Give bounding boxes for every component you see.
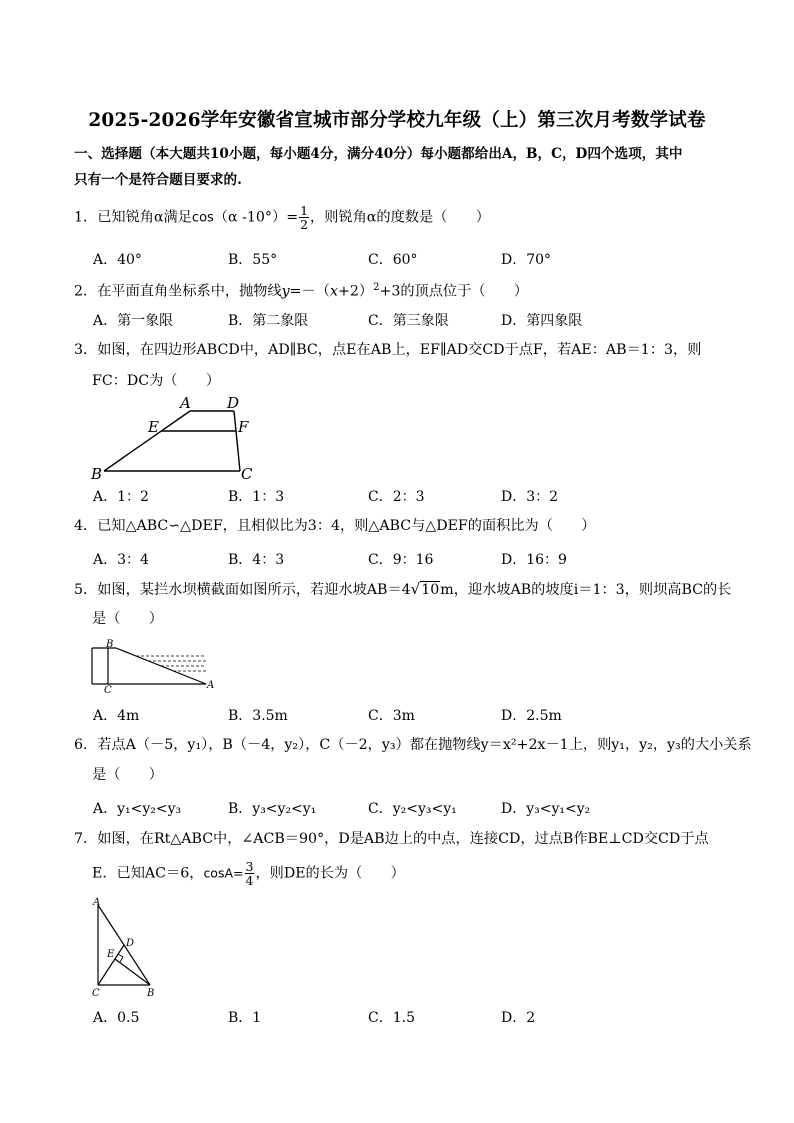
- q2-mid: =－（: [289, 283, 330, 300]
- q3-figure-trapezoid: [88, 393, 268, 483]
- q5-label-a: A: [207, 680, 215, 691]
- q1-den: 2: [300, 217, 309, 232]
- q3-option-a[interactable]: A．1：2: [93, 489, 149, 505]
- q4-option-d[interactable]: D．16：9: [501, 552, 567, 568]
- q3-label-a: A: [180, 394, 191, 412]
- q7-cos: cosA=: [203, 865, 244, 881]
- q3-label-b: B: [91, 465, 103, 483]
- question-6: 6．若点A（－5，y₁），B（－4，y₂），C（－2，y₃）都在抛物线y＝x²+2x－1上，则y₁，y₂，y₃的大小关系: [74, 737, 752, 753]
- q6-option-d[interactable]: D．y₃<y₁<y₂: [501, 801, 591, 817]
- question-3: 3．如图，在四边形ABCD中，AD∥BC，点E在AB上，EF∥AD交CD于点F，若AE：AB＝1：3，则: [74, 342, 702, 358]
- q2-y: y: [281, 283, 290, 300]
- q5-text-end: m，迎水坡AB的坡度i＝1：3，则坝高BC的长: [440, 582, 732, 598]
- q2-tail: +2）: [337, 283, 374, 300]
- q3-option-d[interactable]: D．3：2: [501, 489, 559, 505]
- q5-option-b[interactable]: B．3.5m: [228, 708, 288, 724]
- q2-sup: 2: [373, 282, 380, 293]
- q6-option-b[interactable]: B．y₃<y₂<y₁: [228, 801, 317, 817]
- q1-text: 1．已知锐角α满足: [74, 209, 192, 226]
- q7-text-end: ，则DE的长为（ ）: [255, 865, 405, 882]
- q1-fraction: [299, 204, 309, 231]
- q7-option-a[interactable]: A．0.5: [93, 1010, 140, 1026]
- q1-option-c[interactable]: C．60°: [368, 252, 418, 268]
- question-2: [74, 276, 724, 304]
- question-6-cont: 是（ ）: [92, 767, 163, 783]
- q3-label-e: E: [148, 418, 159, 436]
- q7-num: 3: [245, 859, 254, 874]
- q5-option-c[interactable]: C．3m: [368, 708, 415, 724]
- q5-radicand: 10: [421, 582, 440, 598]
- q1-num: 1: [300, 203, 309, 218]
- q4-option-a[interactable]: A．3：4: [93, 552, 149, 568]
- q3-label-d: D: [227, 394, 240, 412]
- q3-label-c: C: [241, 465, 253, 483]
- q7-option-c[interactable]: C．1.5: [368, 1010, 415, 1026]
- q4-option-c[interactable]: C．9：16: [368, 552, 434, 568]
- q5-option-d[interactable]: D．2.5m: [501, 708, 562, 724]
- q2-x: x: [329, 283, 338, 300]
- q5-option-a[interactable]: A．4m: [93, 708, 140, 724]
- q2-text: 2．在平面直角坐标系中，抛物线: [74, 283, 282, 300]
- q1-option-b[interactable]: B．55°: [228, 252, 278, 268]
- question-7-cont: [92, 860, 742, 887]
- question-3-cont: FC：DC为（ ）: [92, 373, 221, 389]
- q7-text: E．已知AC＝6，: [92, 865, 204, 882]
- q7-option-b[interactable]: B．1: [228, 1010, 262, 1026]
- question-5-cont: 是（ ）: [92, 611, 163, 627]
- q7-label-c: C: [92, 988, 100, 999]
- question-5: 5．如图，某拦水坝横截面如图所示，若迎水坡AB＝4√10m，迎水坡AB的坡度i＝1：3，则坝高BC的长: [74, 580, 732, 598]
- q7-label-d: D: [126, 938, 135, 949]
- section-1-instructions-cont: 只有一个是符合题目要求的.: [74, 172, 242, 188]
- question-4: 4．已知△ABC∽△DEF，且相似比为3：4，则△ABC与△DEF的面积比为（ ）: [74, 518, 596, 534]
- q3-option-c[interactable]: C．2：3: [368, 489, 425, 505]
- q5-label-c: C: [104, 685, 112, 696]
- q7-label-e: E: [107, 949, 115, 960]
- q2-option-c[interactable]: C．第三象限: [368, 313, 449, 329]
- q5-figure-dam: [90, 636, 220, 696]
- q7-figure-right-triangle: [88, 895, 168, 1001]
- q6-option-c[interactable]: C．y₂<y₃<y₁: [368, 801, 457, 817]
- q5-text: 5．如图，某拦水坝横截面如图所示，若迎水坡AB＝4: [74, 582, 411, 598]
- q2-option-a[interactable]: A．第一象限: [93, 313, 174, 329]
- question-1: [74, 204, 724, 231]
- q7-fraction: [245, 860, 255, 887]
- q5-label-b: B: [106, 639, 114, 650]
- q1-option-a[interactable]: A．40°: [93, 252, 142, 268]
- q2-text-end: +3的顶点位于（ ）: [379, 283, 529, 300]
- q7-label-b: B: [147, 988, 155, 999]
- q2-option-b[interactable]: B．第二象限: [228, 313, 309, 329]
- q1-option-d[interactable]: D．70°: [501, 252, 552, 268]
- q1-cos: cos: [191, 210, 214, 226]
- q7-option-d[interactable]: D．2: [501, 1010, 536, 1026]
- exam-title: 2025-2026学年安徽省宣城市部分学校九年级（上）第三次月考数学试卷: [88, 110, 706, 131]
- q3-option-b[interactable]: B．1：3: [228, 489, 285, 505]
- question-7: 7．如图，在Rt△ABC中，∠ACB＝90°，D是AB边上的中点，连接CD，过点B作BE⊥CD交CD于点: [74, 831, 709, 847]
- q4-option-b[interactable]: B．4：3: [228, 552, 285, 568]
- q6-option-a[interactable]: A．y₁<y₂<y₃: [93, 801, 182, 817]
- q1-arg: （α -10°）=: [213, 209, 299, 226]
- q7-label-a: A: [93, 897, 101, 908]
- q1-text-end: ，则锐角α的度数是（ ）: [310, 209, 490, 226]
- q3-label-f: F: [238, 418, 249, 436]
- section-1-instructions: 一、选择题（本大题共10小题，每小题4分，满分40分）每小题都给出A，B，C，D四个选项，其中: [74, 146, 683, 162]
- q7-den: 4: [245, 873, 254, 888]
- q2-option-d[interactable]: D．第四象限: [501, 313, 583, 329]
